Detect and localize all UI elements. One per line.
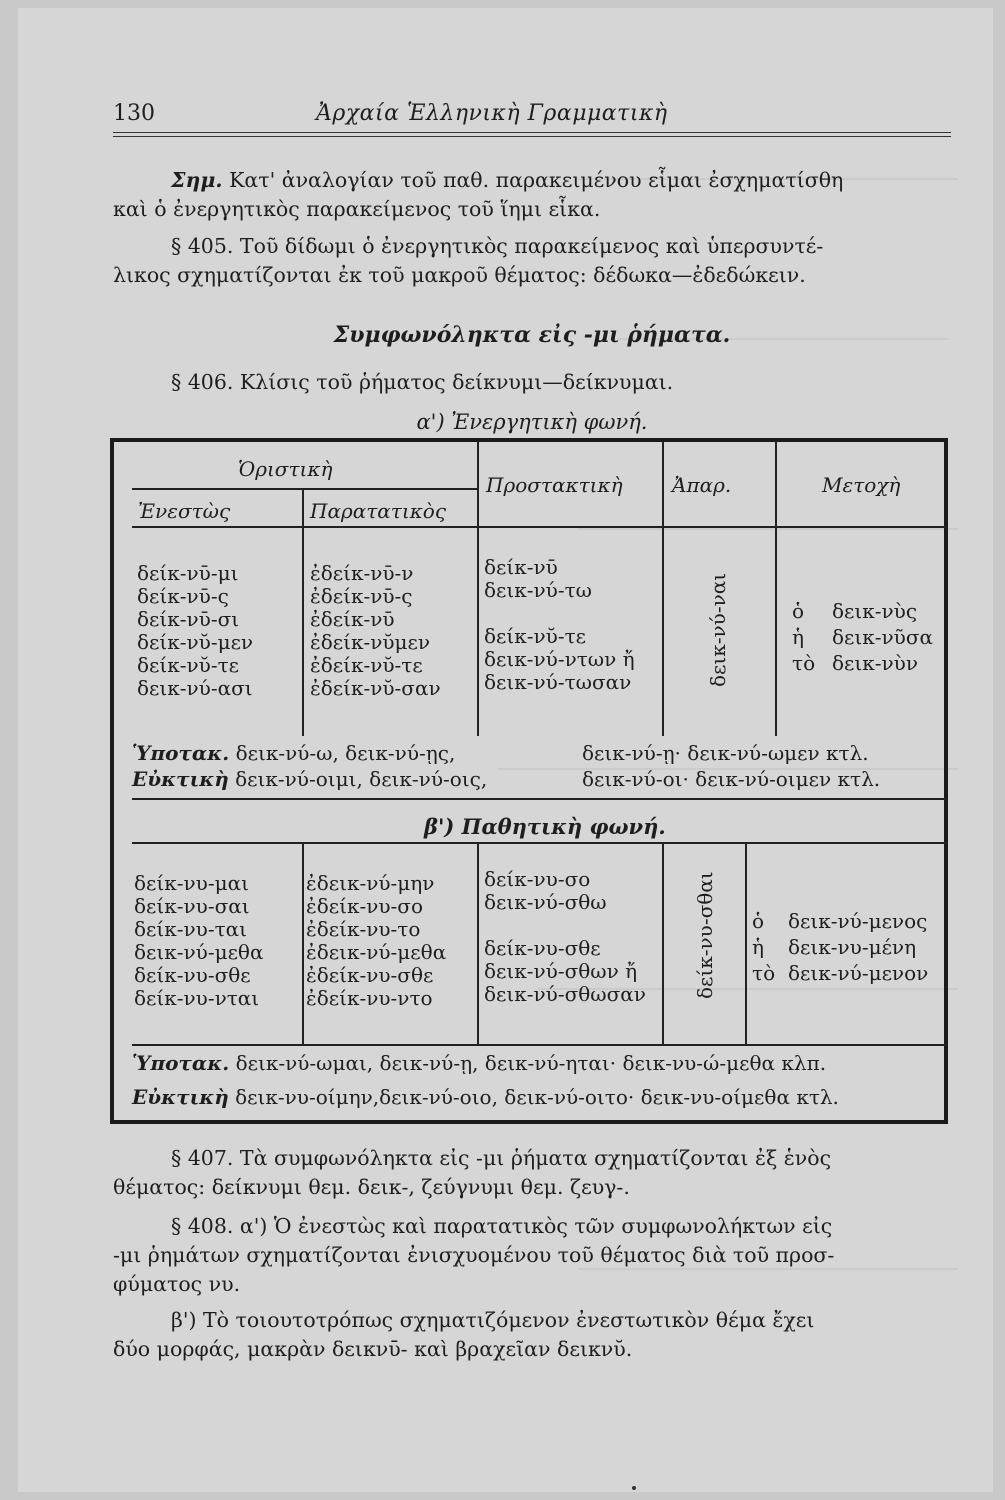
active-imperfect-form: ἐδείκ-νῡ-ν xyxy=(310,561,414,585)
passive-imperfect-form: ἐδείκ-νυ-σο xyxy=(306,894,424,918)
vline-3 xyxy=(662,442,664,736)
sec408-line-3: φύματος νυ. xyxy=(113,1272,241,1296)
active-imperative-form: δείκ-νῡ xyxy=(484,555,558,579)
subjunctive-label: Ὑποτακ. xyxy=(132,1051,230,1075)
rule-header-bottom xyxy=(132,526,946,528)
vline-1 xyxy=(302,488,304,736)
participle-form: δεικ-νυ-μένη xyxy=(788,935,917,959)
active-optative-forms-2: δεικ-νύ-οι· δεικ-νύ-οιμεν κτλ. xyxy=(582,767,881,791)
participle-article: ὁ xyxy=(792,599,805,623)
passive-subjunctive-row xyxy=(132,1052,826,1075)
passive-imperative-column xyxy=(484,868,646,1006)
passive-imperative-form xyxy=(484,914,646,937)
header-rule xyxy=(113,132,951,133)
optative-label: Εὐκτικὴ xyxy=(132,1085,229,1109)
section-408-b xyxy=(113,1306,951,1364)
note-paragraph xyxy=(113,166,951,224)
subjunctive-forms: δεικ-νύ-ω, δεικ-νύ-ῃς, xyxy=(235,741,456,765)
active-present-form: δεικ-νύ-ασι xyxy=(137,676,253,700)
passive-present-form: δείκ-νυ-σθε xyxy=(134,963,251,987)
participle-article: τὸ xyxy=(792,651,816,675)
optative-forms: δεικ-νυ-οίμην,δεικ-νύ-οιο, δεικ-νύ-οιτο· δεικ-νυ-οίμεθα κτλ. xyxy=(235,1085,839,1109)
active-imperfect-form: ἐδείκ-νῡ xyxy=(310,607,395,631)
active-imperfect-column xyxy=(310,562,441,700)
vline-p2 xyxy=(477,842,479,1044)
passive-present-form: δείκ-νυ-νται xyxy=(134,986,260,1010)
participle-form: δεικ-νὺς xyxy=(832,599,918,623)
participle-form: δεικ-νύ-μενος xyxy=(788,909,928,933)
participle-article: τὸ xyxy=(752,961,776,985)
passive-imperative-form: δεικ-νύ-σθω xyxy=(484,890,607,914)
sec408-line-1: § 408. α') Ὁ ἐνεστὼς καὶ παρατατικὸς τῶν συμφωνολήκτων εἰς xyxy=(171,1214,833,1238)
passive-imperfect-form: ἐδεικ-νύ-μην xyxy=(306,871,435,895)
header-paratatikos: Παρατατικὸς xyxy=(310,499,447,523)
section-heading: Συμφωνόληκτα εἰς -μι ῥήματα. xyxy=(333,322,731,348)
header-rule-2 xyxy=(113,136,951,137)
active-present-form: δείκ-νῠ-τε xyxy=(137,653,240,677)
active-imperfect-form: ἐδείκ-νῠ-τε xyxy=(310,653,423,677)
participle-article: ἡ xyxy=(792,625,804,649)
subjunctive-forms: δεικ-νύ-ωμαι, δεικ-νύ-ῃ, δεικ-νύ-ηται· δεικ-νυ-ώ-μεθα κλπ. xyxy=(235,1051,827,1075)
vline-p1 xyxy=(302,842,304,1044)
participle-form: δεικ-νύ-μενον xyxy=(788,961,929,985)
sec407-line-2: θέματος: δείκνυμι θεμ. δεικ-, ζεύγνυμι θεμ. ζευγ-. xyxy=(113,1175,630,1199)
passive-imperative-form: δείκ-νυ-σθε xyxy=(484,936,601,960)
ink-speck xyxy=(632,1486,636,1490)
active-imperative-column xyxy=(484,556,635,694)
passive-optative-row xyxy=(132,1086,839,1109)
active-imperfect-form: ἐδείκ-νῡ-ς xyxy=(310,584,413,608)
section-407 xyxy=(113,1144,951,1202)
passive-imperfect-form: ἐδείκ-νυ-ντο xyxy=(306,986,433,1010)
active-imperfect-form: ἐδείκ-νῠμεν xyxy=(310,630,431,654)
passive-present-form: δείκ-νυ-μαι xyxy=(134,871,249,895)
sec407-line-1: § 407. Τὰ συμφωνόληκτα εἰς -μι ῥήματα σχηματίζονται ἐξ ἑνὸς xyxy=(171,1146,832,1170)
sec405-line-2: λικος σχηματίζονται ἐκ τοῦ μακροῦ θέματος: δέδωκα—ἐδεδώκειν. xyxy=(113,263,806,287)
active-imperative-form xyxy=(484,602,635,625)
passive-present-form: δεικ-νύ-μεθα xyxy=(134,940,264,964)
vline-p4 xyxy=(745,842,747,1044)
passive-imperative-form: δεικ-νύ-σθων ἤ xyxy=(484,959,638,983)
section-405 xyxy=(113,232,951,290)
passive-imperfect-column xyxy=(306,872,446,1010)
passive-imperative-form: δεικ-νύ-σθωσαν xyxy=(484,982,646,1006)
passive-imperative-form: δείκ-νυ-σο xyxy=(484,867,591,891)
active-subjunctive-forms-2: δεικ-νύ-ῃ· δεικ-νύ-ωμεν κτλ. xyxy=(582,741,869,765)
section-408 xyxy=(113,1212,951,1299)
note-line-1: Κατ' ἀναλογίαν τοῦ παθ. παρακειμένου εἷμαι ἐσχηματίσθη xyxy=(229,168,844,192)
optative-label: Εὐκτικὴ xyxy=(132,767,229,791)
optative-forms: δεικ-νύ-οιμι, δεικ-νύ-οις, xyxy=(235,767,488,791)
sec408-line-2: -μι ῥημάτων σχηματίζονται ἐνισχυομένου τοῦ θέματος διὰ τοῦ προσ- xyxy=(113,1243,835,1267)
active-imperfect-form: ἐδείκ-νῠ-σαν xyxy=(310,676,441,700)
header-metochi: Μετοχὴ xyxy=(822,473,901,497)
passive-participle xyxy=(752,910,928,988)
sec406-text: § 406. Κλίσις τοῦ ῥήματος δείκνυμι—δείκνυμαι. xyxy=(171,370,674,394)
active-voice-heading: α') Ἐνεργητικὴ φωνή. xyxy=(416,410,648,434)
sec405-line-1: § 405. Τοῦ δίδωμι ὁ ἐνεργητικὸς παρακείμενος καὶ ὑπερσυντέ- xyxy=(171,234,824,258)
vline-4 xyxy=(775,442,777,736)
active-optative-row xyxy=(132,768,487,791)
rule-oristiki xyxy=(132,488,478,490)
passive-voice-heading: β') Παθητικὴ φωνή. xyxy=(424,814,666,839)
active-present-form: δείκ-νῠ-μεν xyxy=(137,630,254,654)
active-present-form: δείκ-νῡ-ς xyxy=(137,584,229,608)
active-present-column xyxy=(137,562,253,700)
active-imperative-form: δεικ-νύ-τω xyxy=(484,578,592,602)
header-enestos: Ἐνεστὼς xyxy=(138,499,231,523)
active-infinitive: δεικ-νύ-ναι xyxy=(706,572,730,687)
note-label: Σημ. xyxy=(171,168,223,192)
passive-present-column xyxy=(134,872,263,1010)
subjunctive-label: Ὑποτακ. xyxy=(132,741,230,765)
passive-imperfect-form: ἐδεικ-νύ-μεθα xyxy=(306,940,447,964)
header-aparemfato: Ἀπαρ. xyxy=(672,473,732,497)
header-prostaktiki: Προστακτικὴ xyxy=(486,473,623,497)
participle-form: δεικ-νῦσα xyxy=(832,625,933,649)
passive-present-form: δείκ-νυ-ται xyxy=(134,917,247,941)
passive-infinitive: δείκ-νυ-σθαι xyxy=(693,871,717,999)
active-participle xyxy=(792,600,933,678)
sec408-b-line-1: β') Τὸ τοιουτοτρόπως σχηματιζόμενον ἐνεστωτικὸν θέμα ἔχει xyxy=(171,1308,815,1332)
passive-imperfect-form: ἐδείκ-νυ-το xyxy=(306,917,421,941)
passive-imperfect-form: ἐδείκ-νυ-σθε xyxy=(306,963,434,987)
participle-form: δεικ-νὺν xyxy=(832,651,918,675)
rule-active-bottom xyxy=(132,798,946,800)
active-imperative-form: δείκ-νῠ-τε xyxy=(484,624,587,648)
participle-article: ἡ xyxy=(752,935,764,959)
sec408-b-line-2: δύο μορφάς, μακρὰν δεικνῡ- καὶ βραχεῖαν δεικνῠ. xyxy=(113,1337,633,1361)
active-imperative-form: δεικ-νύ-τωσαν xyxy=(484,670,632,694)
vline-p3 xyxy=(662,842,664,1044)
page-number: 130 xyxy=(113,101,155,126)
rule-passive-bottom xyxy=(132,1044,946,1046)
note-line-2: καὶ ὁ ἐνεργητικὸς παρακείμενος τοῦ ἵημι εἷκα. xyxy=(113,197,601,221)
active-present-form: δείκ-νῡ-μι xyxy=(137,561,239,585)
active-present-form: δείκ-νῡ-σι xyxy=(137,607,240,631)
passive-present-form: δείκ-νυ-σαι xyxy=(134,894,250,918)
active-imperative-form: δεικ-νύ-ντων ἤ xyxy=(484,647,635,671)
active-subjunctive-row xyxy=(132,742,455,765)
section-406 xyxy=(113,368,951,397)
running-title: Ἀρχαία Ἑλληνικὴ Γραμματικὴ xyxy=(316,101,668,126)
participle-article: ὁ xyxy=(752,909,765,933)
vline-2 xyxy=(477,442,479,736)
header-oristiki: Ὁριστικὴ xyxy=(238,457,333,481)
rule-passive-heading xyxy=(132,842,946,844)
